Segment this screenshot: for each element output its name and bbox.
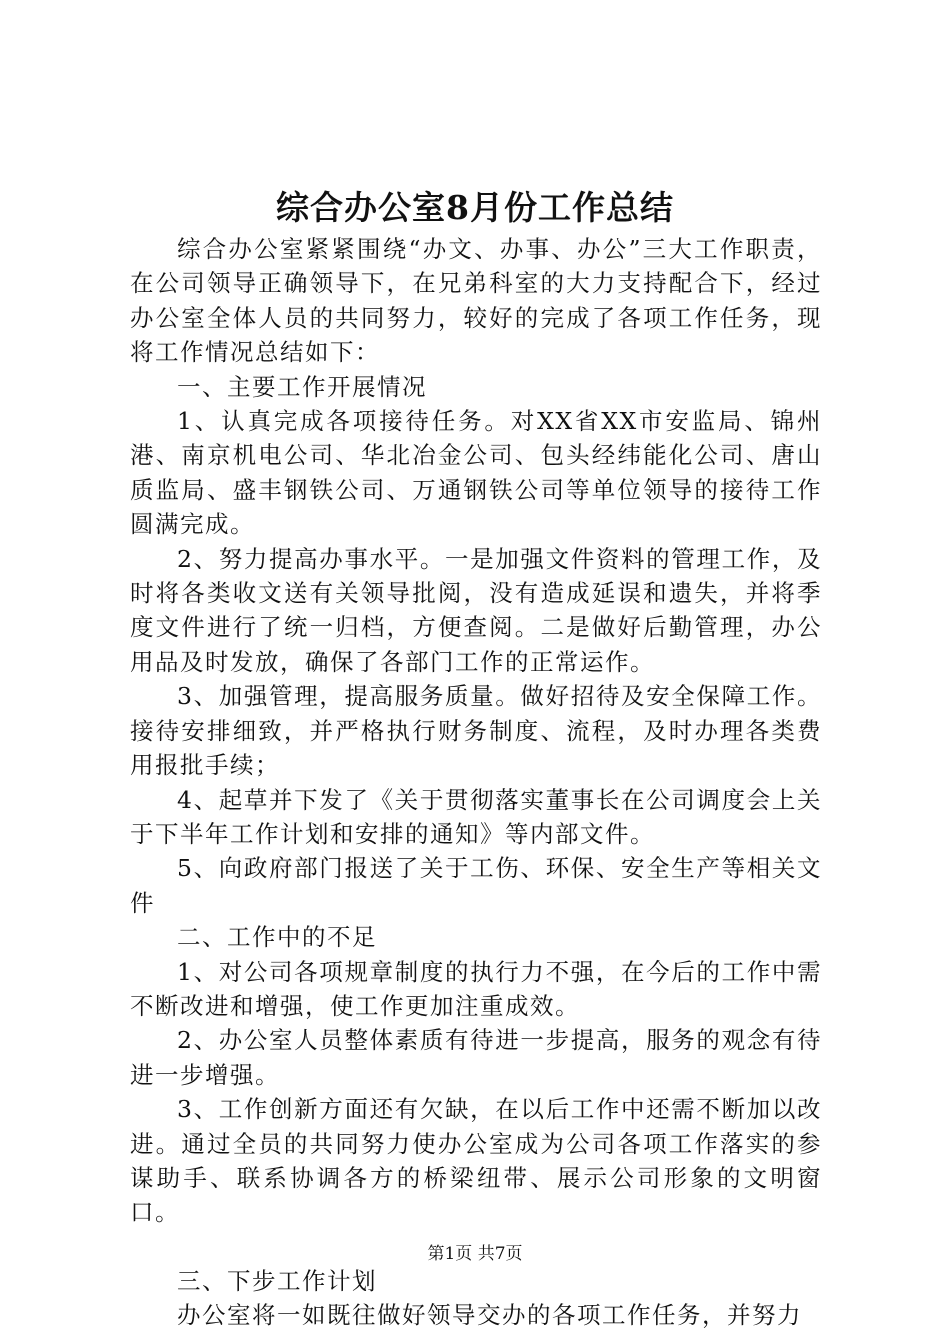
paragraph-reporting: 5、向政府部门报送了关于工伤、环保、安全生产等相关文件 [130, 854, 822, 917]
section-heading-main-work: 一、主要工作开展情况 [177, 372, 427, 401]
paragraph-management: 3、加强管理，提高服务质量。做好招待及安全保障工作。接待安排细致，并严格执行财务制度、流程，及时办理各类费用报批手续； [130, 682, 822, 780]
document-body [130, 232, 822, 1333]
paragraph-quality: 2、办公室人员整体素质有待进一步提高，服务的观念有待进一步增强。 [130, 1026, 822, 1089]
paragraph-efficiency: 2、努力提高办事水平。一是加强文件资料的管理工作，及时将各类收文送有关领导批阅，没有造成延误和遗失，并将季度文件进行了统一归档，方便查阅。二是做好后勤管理，办公用品及时发放，确保了各部门工作的正常运作。 [130, 544, 822, 676]
paragraph-execution: 1、对公司各项规章制度的执行力不强，在今后的工作中需不断改进和增强，使工作更加注重成效。 [130, 957, 822, 1020]
section-heading-next-plan: 三、下步工作计划 [177, 1266, 377, 1295]
section-heading-shortcomings: 二、工作中的不足 [177, 923, 377, 952]
paragraph-innovation: 3、工作创新方面还有欠缺，在以后工作中还需不断加以改进。通过全员的共同努力使办公室成为公司各项工作落实的参谋助手、联系协调各方的桥梁纽带、展示公司形象的文明窗口。 [130, 1095, 822, 1227]
paragraph-plan: 办公室将一如既往做好领导交办的各项工作任务，并努力 [177, 1301, 802, 1330]
page-number-footer: 第1页 共7页 [427, 1244, 523, 1264]
paragraph-drafting: 4、起草并下发了《关于贯彻落实董事长在公司调度会上关于下半年工作计划和安排的通知》等内部文件。 [130, 785, 822, 848]
document-title: 综合办公室8月份工作总结 [276, 188, 674, 227]
intro-paragraph: 综合办公室紧紧围绕“办文、办事、办公”三大工作职责，在公司领导正确领导下，在兄弟科室的大力支持配合下，经过办公室全体人员的共同努力，较好的完成了各项工作任务，现将工作情况总结如下： [130, 235, 822, 367]
paragraph-reception: 1、认真完成各项接待任务。对XX省XX市安监局、锦州港、南京机电公司、华北冶金公司、包头经纬能化公司、唐山质监局、盛丰钢铁公司、万通钢铁公司等单位领导的接待工作圆满完成。 [130, 407, 822, 539]
